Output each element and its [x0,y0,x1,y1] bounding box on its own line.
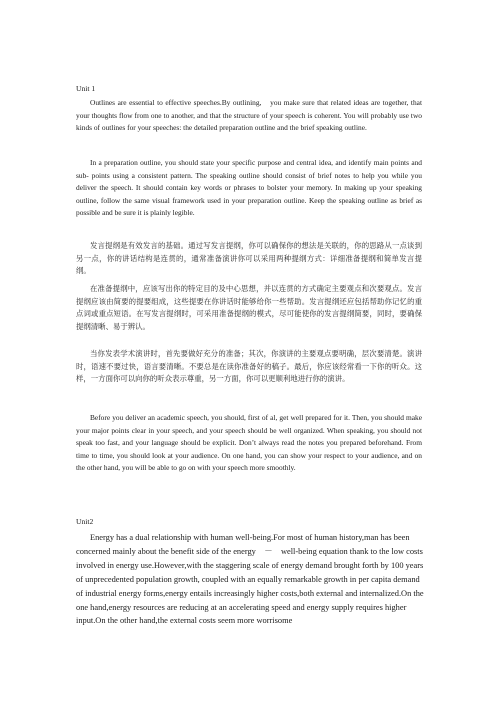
unit1-paragraph-2: In a preparation outline, you should state your specific purpose and central idea, and identify main points and sub- points using a consistent pattern. The speaking outline should consist of brief notes to help you while you deliver the speech. It should contain key words or phrases to bolster your memory. In making up your speaking outline, follow the same visual framework used in your preparation outline. Keep the speaking outline as brief as possible and be sure it is plainly legible. [76,158,422,218]
unit1-paragraph-6: Before you deliver an academic speech, you should, first of al, get well prepared for it. Then, you should make your major points clear in your speech, and your speech should be well organized. When speaking, you should not speak too fast, and your language should be explicit. Don’t always read the notes you prepared beforehand. From time to time, you should look at your audience. On one hand, you can show your respect to your audience, and on the other hand, you will be able to go on with your speech more smoothly. [76,413,422,473]
unit1-paragraph-5-zh: 当你发表学术演讲时，首先要做好充分的准备；其次，你演讲的主要观点要明确，层次要清楚。演讲时，语速不要过快，语言要清晰。不要总是在读你准备好的稿子。最后，你应该经常看一下你的听众。这样，一方面你可以向你的听众表示尊重，另一方面，你可以更顺利地进行你的演讲。 [76,349,422,384]
unit1-title: Unit 1 [76,84,96,93]
unit1-paragraph-3-zh: 发言提纲是有效发言的基础。通过写发言提纲，你可以确保你的想法是关联的，你的思路从一点谈到另一点，你的讲话结构是连贯的，通常准备演讲你可以采用两种提纲方式：详细准备提纲和简单发言提纲。 [76,241,422,276]
unit2-title: Unit2 [76,517,94,526]
unit2-paragraph-1: Energy has a dual relationship with human well-being.For most of human history,man has been concerned mainly about the benefit side of the energy － well-being equation thank to the low costs involved in energy use.However,with the staggering scale of energy demand brought forth by 100 years of unprecedented population growth, coupled with an equally remarkable growth in per capita demand of industrial energy forms,energy entails increasingly higher costs,both external and internalized.On the one hand,energy resources are reducing at an accelerating speed and energy supply requires higher input.On the other hand,the external costs seem more worrisome [76,533,424,626]
unit1-paragraph-1: Outlines are essential to effective speeches.By outlining, you make sure that related ideas are together, that your thoughts flow from one to another, and that the structure of your speech is coherent. You will probably use two kinds of outlines for your speeches: the detailed preparation outline and the brief speaking outline. [76,98,422,133]
unit1-paragraph-4-zh: 在准备提纲中，应该写出你的特定目的及中心思想，并以连贯的方式确定主要观点和次要观点。发言提纲应该由简要的提要组成，这些提要在你讲话时能够给你一些帮助。发言提纲还应包括帮助你记忆的重点词或重点短语。在写发言提纲时，可采用准备提纲的模式，尽可能使你的发言提纲简要，同时，要确保提纲清晰、易于辨认。 [76,284,422,331]
